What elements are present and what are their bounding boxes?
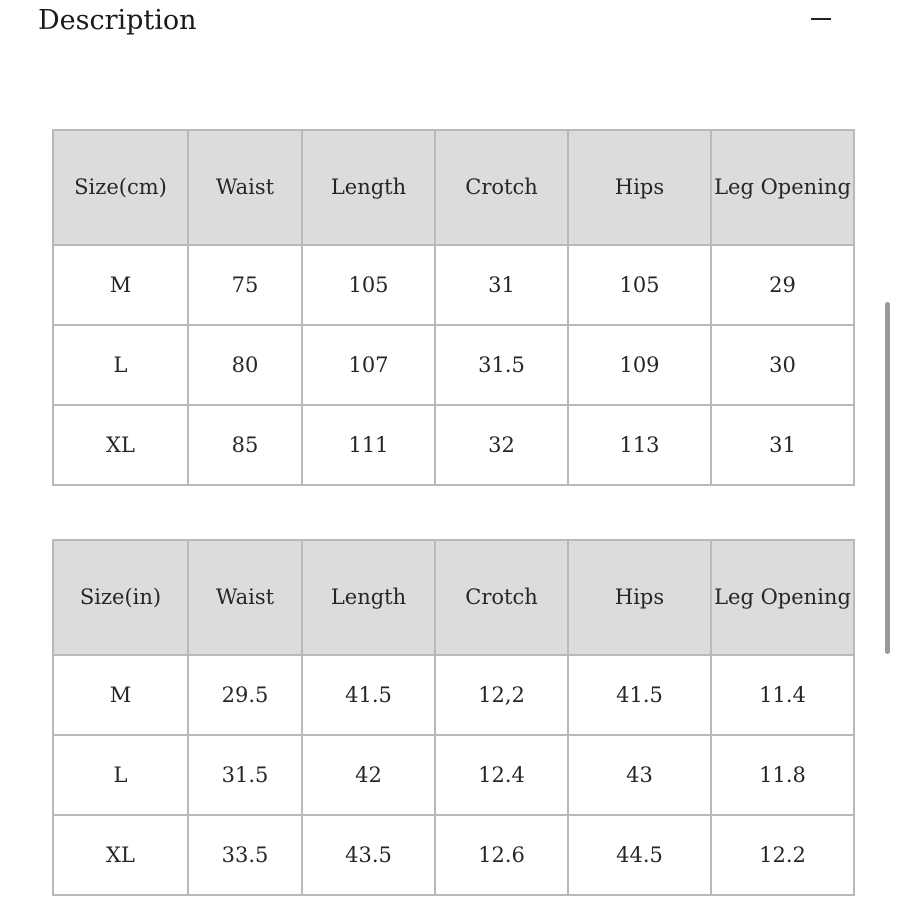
table-cell: 32: [435, 405, 568, 485]
table-row: [53, 815, 854, 895]
table-cell: 33.5: [188, 815, 302, 895]
size-chart-cm: [52, 129, 855, 486]
table-cell: 43.5: [302, 815, 435, 895]
table-cell: 85: [188, 405, 302, 485]
header-cell: Leg Opening: [711, 130, 854, 245]
table-cell: 113: [568, 405, 711, 485]
table-cell: L: [53, 325, 188, 405]
table-cell: 44.5: [568, 815, 711, 895]
table-row: [53, 405, 854, 485]
minus-icon[interactable]: [811, 18, 831, 20]
table-cell: 11.8: [711, 735, 854, 815]
header-cell: Waist: [188, 540, 302, 655]
table-cell: 31.5: [435, 325, 568, 405]
header-cell: Hips: [568, 540, 711, 655]
table-row: [53, 245, 854, 325]
table-cell: 42: [302, 735, 435, 815]
table-cell: 43: [568, 735, 711, 815]
table-cell: 11.4: [711, 655, 854, 735]
table-cell: 12.6: [435, 815, 568, 895]
table-cell: 31: [435, 245, 568, 325]
header-cell: Length: [302, 130, 435, 245]
table-header-row: [53, 130, 854, 245]
table-cell: 12.2: [711, 815, 854, 895]
table-cell: 105: [302, 245, 435, 325]
table-cell: 75: [188, 245, 302, 325]
table-row: [53, 735, 854, 815]
table-cell: 109: [568, 325, 711, 405]
table-row: [53, 325, 854, 405]
header-cell: Size(in): [53, 540, 188, 655]
header-cell: Crotch: [435, 130, 568, 245]
table-cell: M: [53, 245, 188, 325]
section-title: Description: [38, 5, 197, 36]
table-cell: 12,2: [435, 655, 568, 735]
table-cell: 31.5: [188, 735, 302, 815]
table-cell: 105: [568, 245, 711, 325]
header-cell: Waist: [188, 130, 302, 245]
size-chart-inches: [52, 539, 855, 896]
table-header-row: [53, 540, 854, 655]
table-cell: L: [53, 735, 188, 815]
header-cell: Size(cm): [53, 130, 188, 245]
table-cell: 41.5: [568, 655, 711, 735]
table-cell: 41.5: [302, 655, 435, 735]
header-cell: Length: [302, 540, 435, 655]
scrollbar[interactable]: [885, 302, 890, 654]
header-cell: Leg Opening: [711, 540, 854, 655]
header-cell: Hips: [568, 130, 711, 245]
table-cell: 30: [711, 325, 854, 405]
table-cell: XL: [53, 815, 188, 895]
table-cell: 80: [188, 325, 302, 405]
table-cell: 29.5: [188, 655, 302, 735]
table-cell: 31: [711, 405, 854, 485]
table-cell: M: [53, 655, 188, 735]
table-cell: XL: [53, 405, 188, 485]
table-row: [53, 655, 854, 735]
header-cell: Crotch: [435, 540, 568, 655]
table-cell: 111: [302, 405, 435, 485]
table-cell: 29: [711, 245, 854, 325]
table-cell: 12.4: [435, 735, 568, 815]
table-cell: 107: [302, 325, 435, 405]
description-section-header[interactable]: [38, 0, 838, 44]
